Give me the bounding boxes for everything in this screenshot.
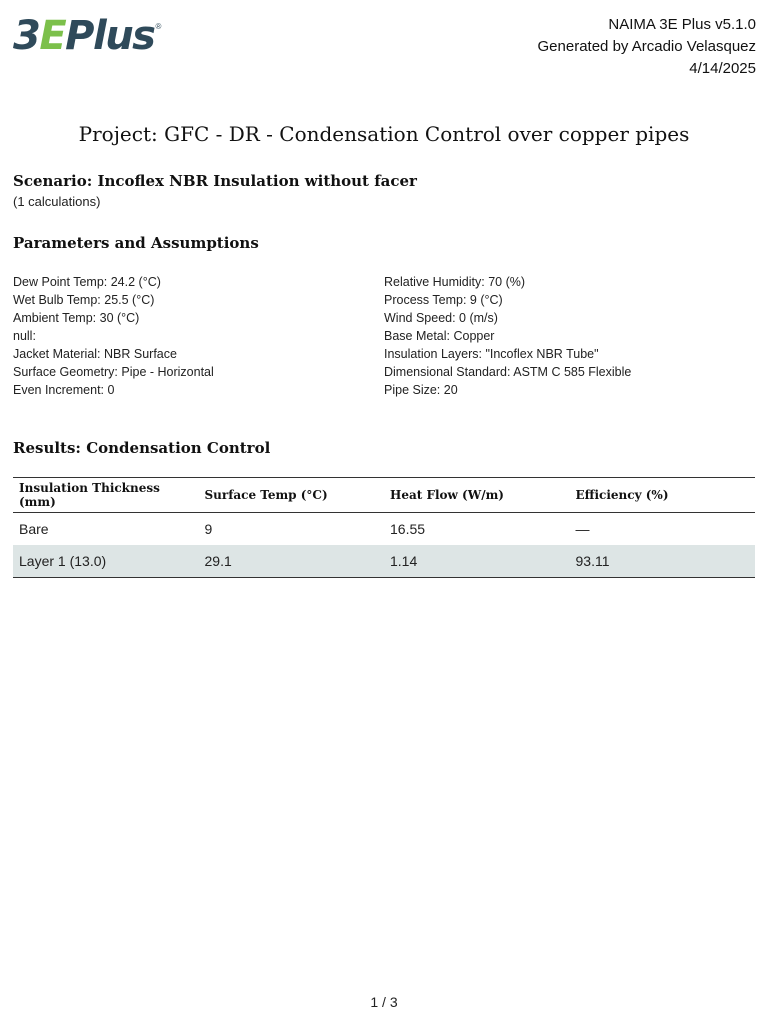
project-title: Project: GFC - DR - Condensation Control over copper pipes [78, 122, 690, 146]
table-row [13, 545, 755, 578]
parameter-item: Pipe Size: 20 [384, 383, 458, 397]
parameter-item: Surface Geometry: Pipe - Horizontal [13, 365, 214, 379]
generated-by: Generated by Arcadio Velasquez [537, 38, 756, 55]
column-header-efficiency: Efficiency (%) [570, 478, 756, 513]
parameter-item: Jacket Material: NBR Surface [13, 347, 177, 361]
results-table [13, 477, 755, 578]
logo-part-plus: Plus [65, 13, 155, 59]
parameter-item: Insulation Layers: "Incoflex NBR Tube" [384, 347, 599, 361]
table-cell: — [575, 521, 590, 537]
parameter-item: Base Metal: Copper [384, 329, 495, 343]
logo-part-e: E [39, 13, 66, 59]
registered-mark-icon: ® [155, 22, 162, 31]
column-header-thickness: Insulation Thickness (mm) [13, 478, 199, 513]
table-cell: 9 [204, 521, 213, 537]
table-cell: 29.1 [199, 545, 385, 578]
parameter-item: Process Temp: 9 (°C) [384, 293, 503, 307]
3eplus-logo [13, 14, 161, 60]
report-meta [538, 14, 756, 80]
calculation-count: (1 calculations) [13, 194, 101, 209]
table-cell: 16.55 [390, 521, 426, 537]
app-version: NAIMA 3E Plus v5.1.0 [608, 16, 756, 33]
column-header-heat-flow: Heat Flow (W/m) [384, 478, 570, 513]
parameter-item: Dimensional Standard: ASTM C 585 Flexible [384, 365, 632, 379]
table-row [13, 513, 755, 546]
parameter-item: Wind Speed: 0 (m/s) [384, 311, 498, 325]
table-header-row [13, 478, 755, 513]
scenario-title: Scenario: Incoflex NBR Insulation without facer [13, 172, 417, 190]
table-cell: 1.14 [384, 545, 570, 578]
table-cell: Bare [19, 521, 49, 537]
parameter-item: Dew Point Temp: 24.2 (°C) [13, 275, 161, 289]
parameters-right-column [384, 273, 631, 399]
table-cell: Layer 1 (13.0) [13, 545, 199, 578]
parameter-item: null: [13, 329, 36, 343]
parameters-left-column [13, 273, 214, 399]
logo-part-3: 3 [13, 13, 40, 59]
column-header-surface-temp: Surface Temp (°C) [199, 478, 385, 513]
parameter-item: Even Increment: 0 [13, 383, 115, 397]
parameters-heading: Parameters and Assumptions [13, 234, 259, 252]
parameter-item: Relative Humidity: 70 (%) [384, 275, 526, 289]
parameter-item: Ambient Temp: 30 (°C) [13, 311, 140, 325]
results-heading: Results: Condensation Control [13, 439, 271, 457]
page-number: 1 / 3 [370, 994, 398, 1010]
table-cell: 93.11 [570, 545, 756, 578]
report-date: 4/14/2025 [689, 60, 756, 77]
parameter-item: Wet Bulb Temp: 25.5 (°C) [13, 293, 155, 307]
